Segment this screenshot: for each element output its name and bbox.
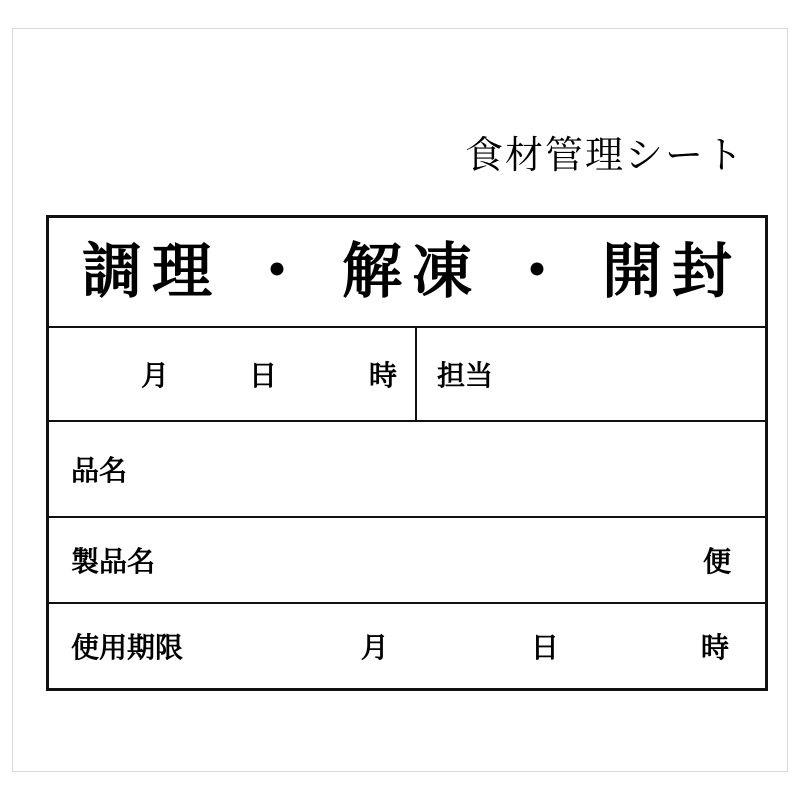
expiry-day-unit-label: 日 — [530, 633, 559, 664]
day-unit-label: 日 — [248, 361, 277, 392]
sheet-title: 食材管理シート — [464, 135, 745, 177]
management-form-table — [46, 215, 768, 691]
staff-input-cell[interactable] — [417, 328, 765, 420]
month-unit-label: 月 — [141, 361, 170, 392]
expiry-month-unit-label: 月 — [360, 633, 389, 664]
form-row-expiry[interactable] — [49, 602, 765, 688]
sheet-card — [12, 28, 788, 772]
hour-unit-label: 時 — [368, 361, 397, 392]
expiry-label: 使用期限 — [71, 633, 184, 664]
expiry-hour-unit-label: 時 — [701, 633, 730, 664]
delivery-unit-label: 便 — [702, 547, 731, 578]
item-name-label: 品名 — [71, 456, 128, 487]
date-input-cell[interactable] — [49, 328, 417, 420]
form-row-item-name[interactable] — [49, 420, 765, 516]
staff-label: 担当 — [437, 361, 494, 392]
form-row-heading — [49, 218, 765, 326]
heading-text: 調理 ・ 解凍 ・ 開封 — [82, 239, 742, 305]
product-name-label: 製品名 — [71, 547, 156, 578]
form-row-date — [49, 326, 765, 420]
form-row-product-name[interactable] — [49, 516, 765, 602]
